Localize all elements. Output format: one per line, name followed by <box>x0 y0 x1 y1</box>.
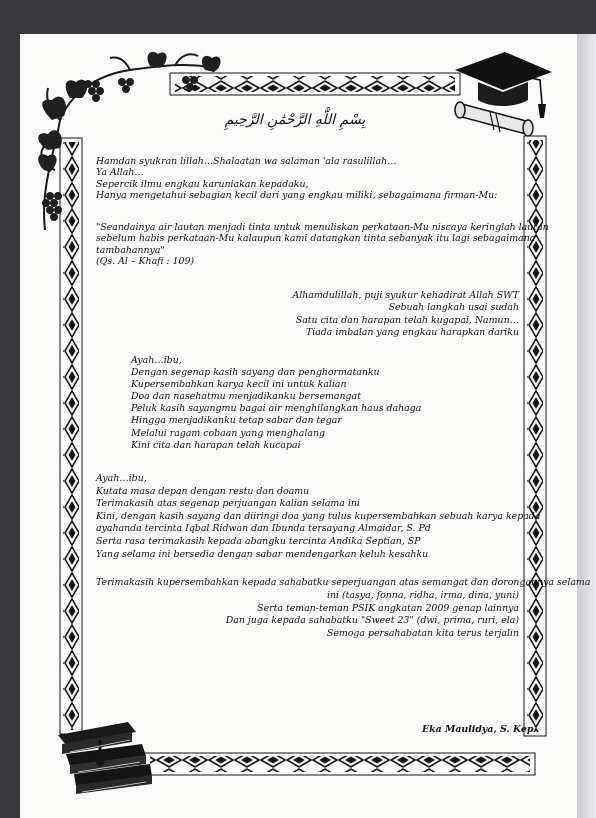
friends-line: Serta teman-teman PSIK angkatan 2009 genap lainnya <box>257 602 519 614</box>
parents-poem <box>131 355 421 452</box>
thanks-line: Serta rasa terimakasih kepada abangku tercinta Andika Septian, SP <box>96 535 421 547</box>
poem-line: Doa dan nasehatmu menjadikanku bersemangat <box>131 391 361 403</box>
friends-line: Semoga persahabatan kita terus terjalin <box>326 627 519 639</box>
gratitude-line: Sebuah langkah usai sudah <box>388 302 519 314</box>
thanks-line: Ayah…ibu, <box>96 473 147 484</box>
opening-block <box>96 156 497 202</box>
signature: Eka Maulidya, S. Kep <box>422 724 534 735</box>
gratitude-line: Alhamdulillah, puji syukur kehadirat Allah SWT <box>292 290 519 301</box>
poem-line: Kupersembahkan karya kecil ini untuk kalian <box>131 379 347 391</box>
opening-line: Ya Allah… <box>96 167 144 179</box>
friends-line: Dan juga kepada sahabatku "Sweet 23" (dwi, prima, ruri, ela) <box>225 615 519 627</box>
basmalah-calligraphy: بِسْمِ اللَّهِ الرَّحْمَٰنِ الرَّحِيمِ <box>224 112 366 128</box>
poem-line: Hingga menjadikanku tetap sabar dan tegar <box>131 415 342 427</box>
poem-line: Dengan segenap kasih sayang dan penghormatanku <box>131 367 380 379</box>
poem-line: Melalui ragam cobaan yang menghalang <box>131 427 326 439</box>
poem-line: Ayah…ibu, <box>131 355 182 366</box>
opening-line: Hamdan syukran lillah…Shalaatan wa salaman 'ala rasulillah… <box>96 156 397 167</box>
gratitude-line: Tiada imbalan yang engkau harapkan dariku <box>305 327 519 339</box>
thanks-line: Kini, dengan kasih sayang dan diiringi doa yang tulus kupersembahkan sebuah karya kepada <box>96 510 541 522</box>
diploma-scroll-icon <box>455 102 533 136</box>
quran-quote <box>96 222 549 268</box>
gratitude-line: Satu cita dan harapan telah kugapai, Namun… <box>295 314 519 326</box>
opening-line: Hanya mengetahui sebagian kecil dari yang engkau miliki, sebagaimana firman-Mu: <box>96 190 498 202</box>
opening-line: Sepercik ilmu engkau karuniakan kepadaku, <box>96 178 309 190</box>
thanks-block <box>96 473 540 561</box>
thanks-line: Kutata masa depan dengan restu dan doamu <box>96 485 310 497</box>
poem-line: Peluk kasih sayangmu bagai air menghilangkan haus dahaga <box>131 403 422 415</box>
quote-line: tambahannya" <box>96 244 165 256</box>
quote-line: "Seandainya air lautan menjadi tinta untuk menuliskan perkataan-Mu niscaya keringlah lautan <box>96 222 549 233</box>
friends-block <box>226 590 519 640</box>
friends-line: ini (tasya, fonna, ridha, irma, dina, yuni) <box>326 590 519 601</box>
gratitude-block <box>292 290 519 340</box>
quote-line: sebelum habis perkataan-Mu kalaupun kami datangkan tinta sebanyak itu lagi sebagaimana <box>96 233 536 245</box>
book-stack-icon <box>58 722 152 794</box>
friends-thanks-line: Terimakasih kupersembahkan kepada sahabatku seperjuangan atas semangat dan dorongannya selama <box>96 577 591 588</box>
poem-line: Kini cita dan harapan telah kucapai <box>131 439 301 451</box>
thanks-line: Yang selama ini bersedia dengan sabar mendengarkan keluh kesahku <box>96 548 429 560</box>
thanks-line: ayahanda tercinta Iqbal Ridwan dan Ibunda tersayang Almaidar, S. Pd <box>96 523 431 535</box>
quote-source: (Qs. Al – Khafi : 109) <box>96 256 195 268</box>
thanks-line: Terimakasih atas segenap perjuangan kalian selama ini <box>96 498 360 510</box>
